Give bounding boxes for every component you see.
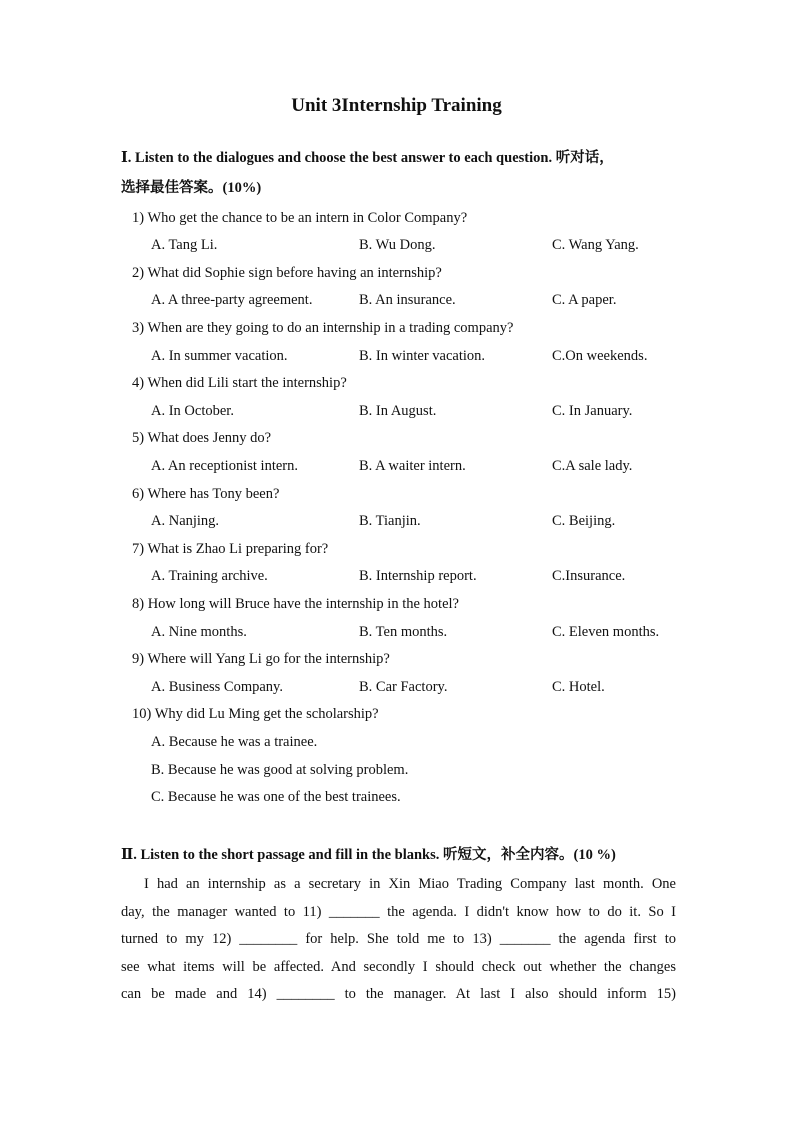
question-5-option-c: C.A sale lady. — [552, 458, 633, 474]
section2-passage — [121, 871, 676, 1009]
question-9-option-b: B. Car Factory. — [359, 679, 448, 695]
question-8-option-b: B. Ten months. — [359, 624, 448, 640]
question-7-option-a: A. Training archive. — [151, 568, 268, 584]
question-6: 6) Where has Tony been? — [132, 486, 280, 502]
question-10: 10) Why did Lu Ming get the scholarship? — [132, 706, 379, 722]
question-3-option-c: C.On weekends. — [552, 348, 648, 364]
question-4-option-a: A. In October. — [151, 403, 234, 419]
question-2: 2) What did Sophie sign before having an internship? — [132, 265, 442, 281]
question-9: 9) Where will Yang Li go for the internship? — [132, 651, 390, 667]
question-2-option-b: B. An insurance. — [359, 292, 456, 308]
passage-line-1: I had an internship as a secretary in Xin Miao Trading Company last month. One — [144, 876, 676, 892]
question-6-option-a: A. Nanjing. — [151, 513, 220, 529]
question-6-option-c: C. Beijing. — [552, 513, 616, 529]
question-5-option-a: A. An receptionist intern. — [151, 458, 298, 474]
passage-line-3: turned to my 12) ________ for help. She told me to 13) _______ the agenda first to — [121, 931, 676, 948]
question-8-option-a: A. Nine months. — [151, 624, 247, 640]
question-1-option-c: C. Wang Yang. — [552, 237, 639, 253]
question-1-option-b: B. Wu Dong. — [359, 237, 436, 253]
passage-line-2: day, the manager wanted to 11) _______ the agenda. I didn't know how to do it. So I — [121, 903, 676, 920]
question-7-option-c: C.Insurance. — [552, 568, 626, 584]
question-7-option-b: B. Internship report. — [359, 568, 477, 584]
question-7: 7) What is Zhao Li preparing for? — [132, 541, 329, 557]
question-4: 4) When did Lili start the internship? — [132, 375, 347, 391]
question-5: 5) What does Jenny do? — [132, 430, 272, 446]
section2-heading: Ⅱ. Listen to the short passage and fill in the blanks. 听短文，补全内容。(10 %) — [121, 847, 616, 863]
section1-heading — [121, 143, 681, 203]
question-1-option-a: A. Tang Li. — [151, 237, 218, 253]
passage-line-4: see what items will be affected. And secondly I should check out whether the changes — [121, 958, 676, 975]
question-10-option-b: B. Because he was good at solving problem. — [151, 762, 409, 778]
question-9-option-a: A. Business Company. — [151, 679, 283, 695]
question-4-option-c: C. In January. — [552, 403, 633, 419]
section1-heading-line2: 选择最佳答案。(10%) — [121, 180, 262, 196]
passage-line-5: can be made and 14) ________ to the manager. At last I also should inform 15) — [121, 986, 676, 1003]
question-4-option-b: B. In August. — [359, 403, 437, 419]
question-3-option-b: B. In winter vacation. — [359, 348, 486, 364]
question-8: 8) How long will Bruce have the internship in the hotel? — [132, 596, 459, 612]
question-9-option-c: C. Hotel. — [552, 679, 605, 695]
section1-heading-line1: Ⅰ. Listen to the dialogues and choose the best answer to each question. 听对话， — [121, 150, 614, 166]
question-2-option-a: A. A three-party agreement. — [151, 292, 313, 308]
question-5-option-b: B. A waiter intern. — [359, 458, 466, 474]
question-1: 1) Who get the chance to be an intern in Color Company? — [132, 210, 468, 226]
question-3: 3) When are they going to do an internship in a trading company? — [132, 320, 514, 336]
question-2-option-c: C. A paper. — [552, 292, 617, 308]
question-10-option-a: A. Because he was a trainee. — [151, 734, 318, 750]
question-3-option-a: A. In summer vacation. — [151, 348, 288, 364]
question-10-option-c: C. Because he was one of the best trainees. — [151, 789, 401, 805]
question-8-option-c: C. Eleven months. — [552, 624, 660, 640]
question-6-option-b: B. Tianjin. — [359, 513, 421, 529]
page-title: Unit 3Internship Training — [291, 95, 502, 116]
